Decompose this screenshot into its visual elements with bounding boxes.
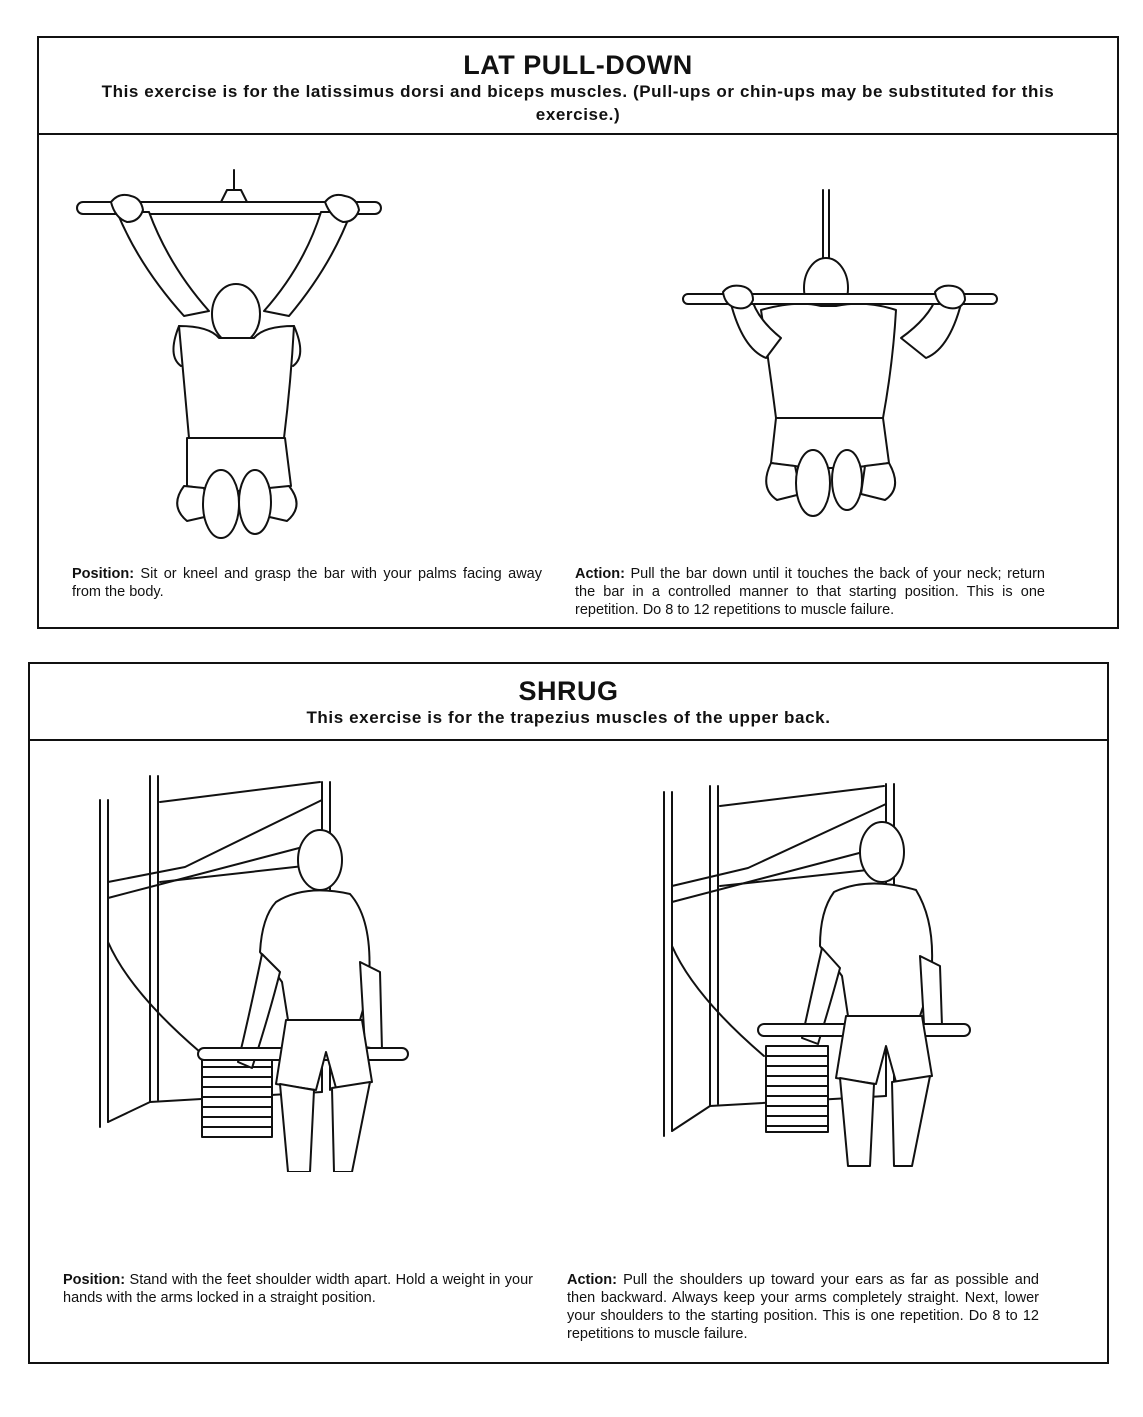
- lat-pulldown-panel: [37, 36, 1119, 629]
- lat-pulldown-action-caption: [575, 565, 1045, 619]
- lat-pulldown-action-illustration: [671, 188, 1011, 548]
- shrug-action-illustration: [648, 776, 988, 1176]
- lat-pulldown-subtitle: This exercise is for the latissimus dorsi and biceps muscles. (Pull-ups or chin-ups may be substituted for this exercise.): [101, 82, 1055, 124]
- shrug-action-label: Action:: [567, 1272, 617, 1288]
- shrug-position-caption: [63, 1271, 533, 1307]
- lat-pulldown-header: [39, 38, 1117, 135]
- shrug-panel: [28, 662, 1109, 1364]
- lat-pulldown-title: LAT PULL-DOWN: [463, 50, 693, 80]
- shrug-start-illustration: [90, 772, 430, 1172]
- lat-pulldown-action-label: Action:: [575, 566, 625, 582]
- shrug-title: SHRUG: [518, 676, 619, 706]
- shrug-action-text: Pull the shoulders up toward your ears as far as possible and then backward. Always keep your arms completely straight. Next, lower your shoulders to the starting position. This is one repetition. Do 8 to 12 repetitions to muscle failure.: [567, 1272, 1039, 1342]
- shrug-action-caption: [567, 1271, 1039, 1343]
- shrug-position-text: Stand with the feet shoulder width apart. Hold a weight in your hands with the arms locked in a straight position.: [63, 1272, 533, 1306]
- shrug-position-label: Position:: [63, 1272, 126, 1288]
- shrug-subtitle: This exercise is for the trapezius muscles of the upper back.: [306, 708, 831, 727]
- shrug-header: [30, 664, 1107, 741]
- lat-pulldown-position-caption: [72, 565, 542, 601]
- lat-pulldown-start-illustration: [69, 166, 429, 546]
- lat-pulldown-position-text: Sit or kneel and grasp the bar with your palms facing away from the body.: [72, 566, 542, 600]
- lat-pulldown-action-text: Pull the bar down until it touches the back of your neck; return the bar in a controlled manner to that starting position. This is one repetition. Do 8 to 12 repetitions to muscle failure.: [575, 566, 1045, 618]
- lat-pulldown-position-label: Position:: [72, 566, 135, 582]
